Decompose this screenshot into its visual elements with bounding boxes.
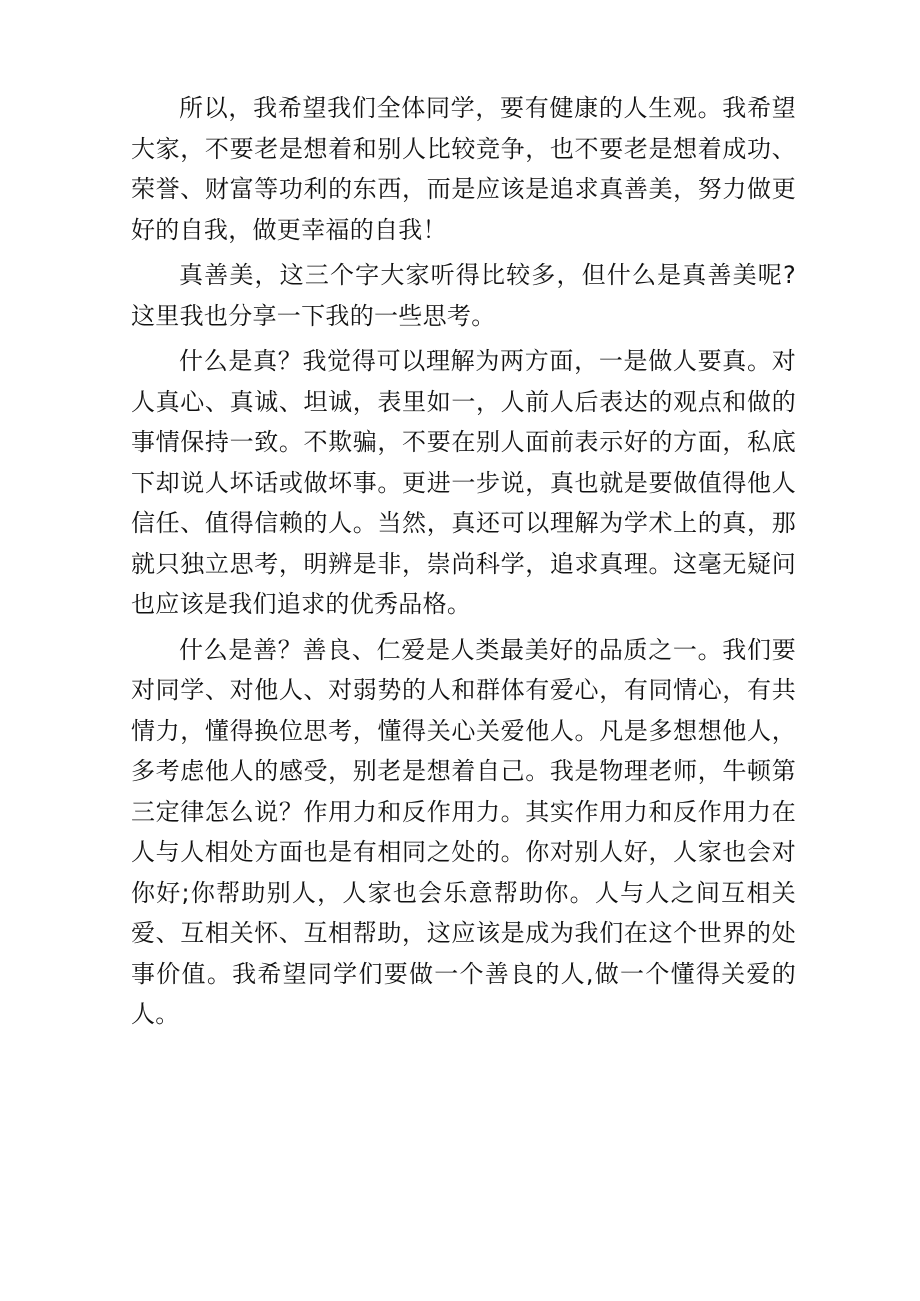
paragraph-what-is-truth: 什么是真？我觉得可以理解为两方面，一是做人要真。对人真心、真诚、坦诚，表里如一，人前人后表达的观点和做的事情保持一致。不欺骗，不要在别人面前表示好的方面，私底下却说人坏话或做坏事。更进一步说，真也就是要做值得他人信任、值得信赖的人。当然，真还可以理解为学术上的真，那就只独立思考，明辨是非，崇尚科学，追求真理。这毫无疑问也应该是我们追求的优秀品格。 — [131, 347, 796, 618]
document-body — [131, 88, 796, 1040]
paragraph-healthy-outlook: 所以，我希望我们全体同学，要有健康的人生观。我希望大家，不要老是想着和别人比较竞争，也不要老是想着成功、荣誉、财富等功利的东西，而是应该是追求真善美，努力做更好的自我，做更幸福的自我！ — [131, 94, 796, 244]
paragraph-truth-goodness-beauty-intro: 真善美，这三个字大家听得比较多，但什么是真善美呢?这里我也分享一下我的一些思考。 — [131, 261, 796, 330]
paragraph-what-is-goodness: 什么是善？善良、仁爱是人类最美好的品质之一。我们要对同学、对他人、对弱势的人和群体有爱心，有同情心，有共情力，懂得换位思考，懂得关心关爱他人。凡是多想想他人，多考虑他人的感受，别老是想着自己。我是物理老师，牛顿第三定律怎么说？作用力和反作用力。其实作用力和反作用力在人与人相处方面也是有相同之处的。你对别人好，人家也会对你好;你帮助别人，人家也会乐意帮助你。人与人之间互相关爱、互相关怀、互相帮助，这应该是成为我们在这个世界的处事价值。我希望同学们要做一个善良的人,做一个懂得关爱的人。 — [131, 635, 796, 1028]
